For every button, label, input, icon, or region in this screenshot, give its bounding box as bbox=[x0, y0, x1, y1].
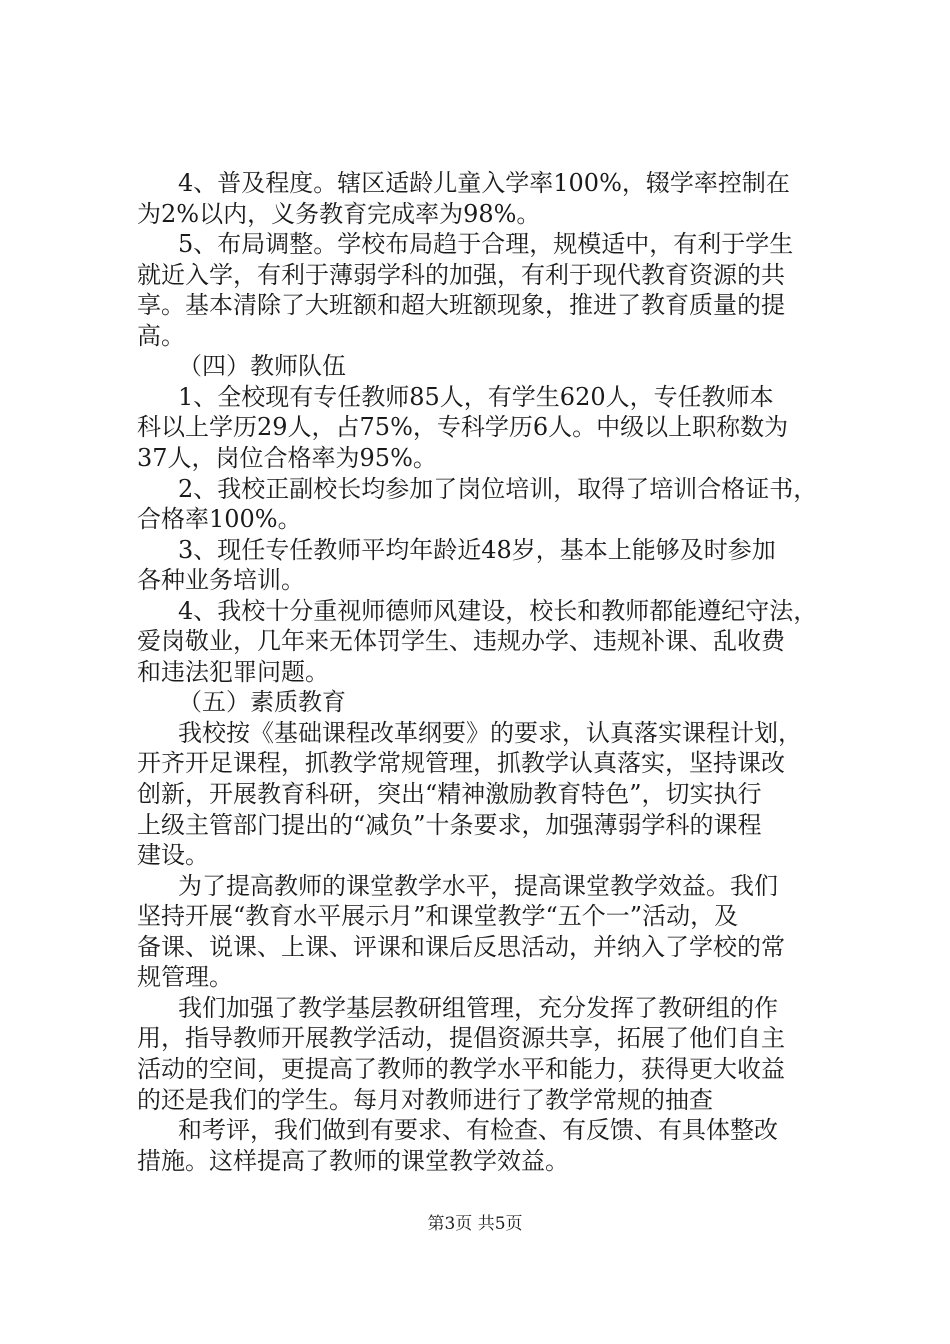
text-line: 规管理。 bbox=[137, 963, 233, 992]
text-line: 活动的空间，更提高了教师的教学水平和能力，获得更大收益 bbox=[137, 1054, 785, 1083]
section-heading: （四）教师队伍 bbox=[178, 352, 346, 381]
text-line: 和违法犯罪问题。 bbox=[137, 657, 329, 686]
text-line: 为了提高教师的课堂教学水平，提高课堂教学效益。我们 bbox=[178, 871, 778, 900]
text-line: 我们加强了教学基层教研组管理，充分发挥了教研组的作 bbox=[178, 993, 778, 1022]
text-line: 4、普及程度。辖区适龄儿童入学率100%，辍学率控制在 bbox=[178, 169, 790, 197]
text-line: 我校按《基础课程改革纲要》的要求，认真落实课程计划， bbox=[178, 718, 802, 747]
text-line: 备课、说课、上课、评课和课后反思活动，并纳入了学校的常 bbox=[137, 932, 785, 961]
text-line: 建设。 bbox=[137, 841, 209, 870]
text-line: 37人，岗位合格率为95%。 bbox=[137, 443, 437, 472]
text-line: 开齐开足课程，抓教学常规管理，抓教学认真落实，坚持课改 bbox=[137, 749, 785, 778]
text-line: 用，指导教师开展教学活动，提倡资源共享，拓展了他们自主 bbox=[137, 1024, 785, 1053]
text-line: 就近入学，有利于薄弱学科的加强，有利于现代教育资源的共 bbox=[137, 260, 785, 289]
text-line: 措施。这样提高了教师的课堂教学效益。 bbox=[137, 1146, 569, 1175]
text-line: 爱岗敬业，几年来无体罚学生、违规办学、违规补课、乱收费 bbox=[137, 627, 785, 656]
text-line: 坚持开展“教育水平展示月”和课堂教学“五个一”活动，及 bbox=[137, 902, 739, 931]
text-line: 5、布局调整。学校布局趋于合理，规模适中，有利于学生 bbox=[178, 230, 794, 259]
text-line: 4、我校十分重视师德师风建设，校长和教师都能遵纪守法， bbox=[178, 596, 818, 625]
text-line: 2、我校正副校长均参加了岗位培训，取得了培训合格证书， bbox=[178, 474, 818, 503]
text-line: 的还是我们的学生。每月对教师进行了教学常规的抽查 bbox=[137, 1085, 713, 1114]
text-line: 3、现任专任教师平均年龄近48岁，基本上能够及时参加 bbox=[178, 535, 776, 564]
text-line: 1、全校现有专任教师85人，有学生620人，专任教师本 bbox=[178, 382, 774, 411]
page-indicator: 第3页 共5页 bbox=[427, 1214, 523, 1234]
text-line: 合格率100%。 bbox=[137, 505, 302, 534]
page-footer bbox=[0, 1213, 950, 1235]
text-line: 创新，开展教育科研，突出“精神激励教育特色”，切实执行 bbox=[137, 780, 762, 808]
text-line: 科以上学历29人，占75%，专科学历6人。中级以上职称数为 bbox=[137, 413, 789, 442]
section-heading: （五）素质教育 bbox=[178, 688, 346, 717]
text-line: 享。基本清除了大班额和超大班额现象，推进了教育质量的提 bbox=[137, 291, 785, 320]
text-line: 高。 bbox=[137, 321, 185, 350]
text-line: 上级主管部门提出的“减负”十条要求，加强薄弱学科的课程 bbox=[137, 810, 762, 839]
text-line: 和考评，我们做到有要求、有检查、有反馈、有具体整改 bbox=[178, 1116, 778, 1145]
text-line: 各种业务培训。 bbox=[137, 566, 305, 595]
text-line: 为2%以内，义务教育完成率为98%。 bbox=[137, 199, 541, 228]
